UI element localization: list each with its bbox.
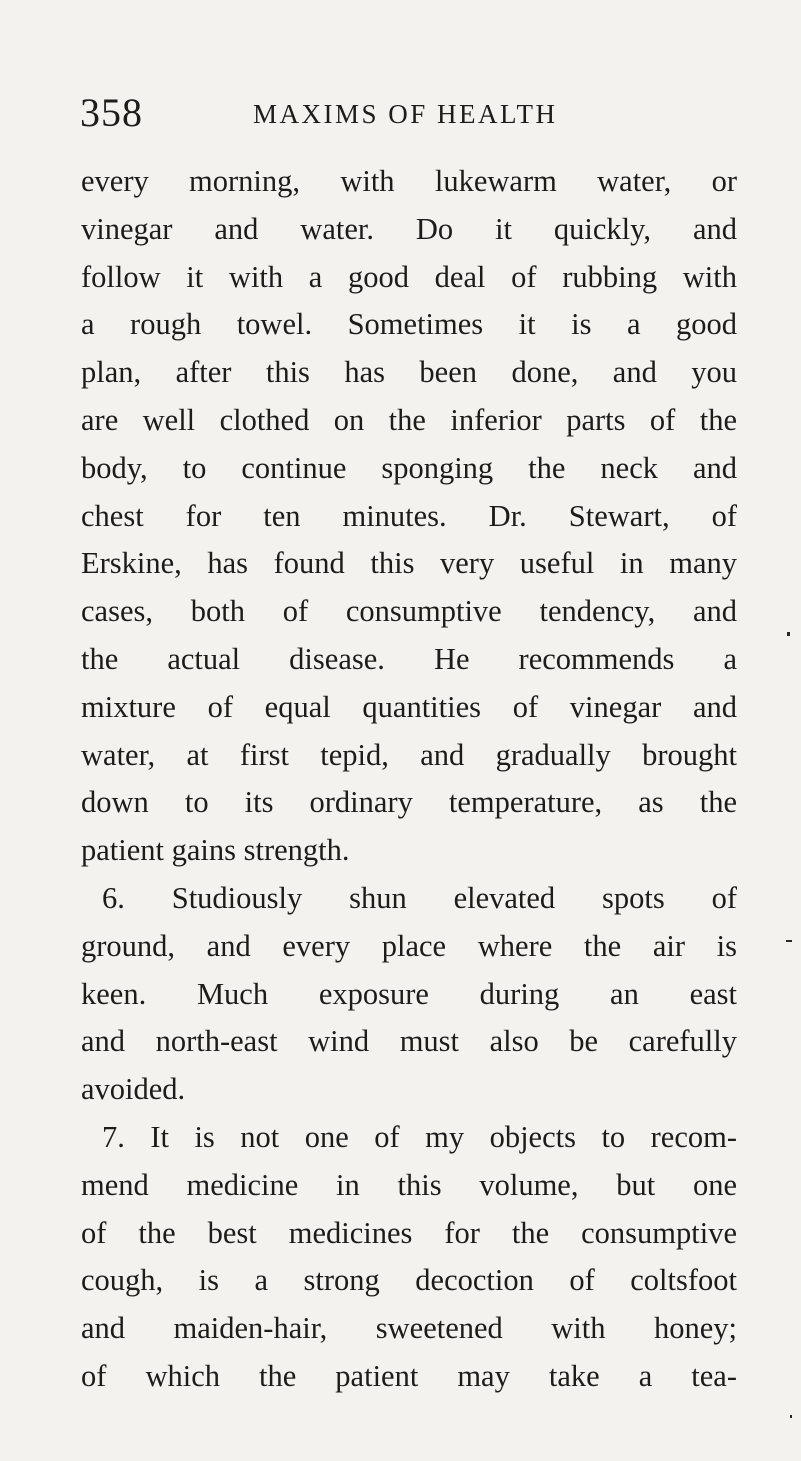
- margin-speck: [787, 632, 790, 636]
- paragraph-end-line: avoided.: [81, 1072, 186, 1107]
- text-line: cases, both of consumptive tendency, and: [81, 594, 737, 629]
- text-line: are well clothed on the inferior parts of the: [81, 402, 737, 437]
- text-line: plan, after this has been done, and you: [81, 355, 737, 390]
- text-line: every morning, with lukewarm water, or: [81, 164, 737, 198]
- text-line: Erskine, has found this very useful in many: [81, 546, 737, 581]
- page-number: 358: [80, 90, 143, 135]
- text-line: water, at first tepid, and gradually brought: [81, 737, 737, 772]
- margin-speck: [786, 940, 792, 942]
- text-line: keen. Much exposure during an east: [81, 976, 737, 1011]
- text-line: vinegar and water. Do it quickly, and: [81, 211, 737, 246]
- text-line: of which the patient may take a tea-: [81, 1358, 737, 1393]
- text-line: of the best medicines for the consumptive: [81, 1215, 737, 1250]
- text-line: mixture of equal quantities of vinegar and: [81, 689, 737, 724]
- text-line: and north-east wind must also be carefully: [81, 1024, 737, 1059]
- text-line: cough, is a strong decoction of coltsfoot: [81, 1263, 737, 1298]
- text-line: chest for ten minutes. Dr. Stewart, of: [81, 498, 737, 533]
- text-line: a rough towel. Sometimes it is a good: [81, 307, 737, 342]
- running-head: [80, 88, 740, 138]
- margin-speck: [790, 1415, 792, 1418]
- text-line: the actual disease. He recommends a: [81, 641, 737, 676]
- text-line: down to its ordinary temperature, as the: [81, 785, 737, 820]
- item-7-start-line: 7. It is not one of my objects to recom-: [102, 1119, 737, 1154]
- running-title: MAXIMS OF HEALTH: [253, 99, 558, 129]
- text-line: ground, and every place where the air is: [81, 928, 737, 963]
- text-line: mend medicine in this volume, but one: [81, 1167, 737, 1202]
- text-line: body, to continue sponging the neck and: [81, 450, 737, 485]
- body-text: [81, 158, 737, 1401]
- text-line: follow it with a good deal of rubbing with: [81, 259, 737, 294]
- text-line: and maiden-hair, sweetened with honey;: [81, 1311, 737, 1346]
- paragraph-end-line: patient gains strength.: [81, 833, 350, 868]
- item-6-start-line: 6. Studiously shun elevated spots of: [102, 880, 737, 915]
